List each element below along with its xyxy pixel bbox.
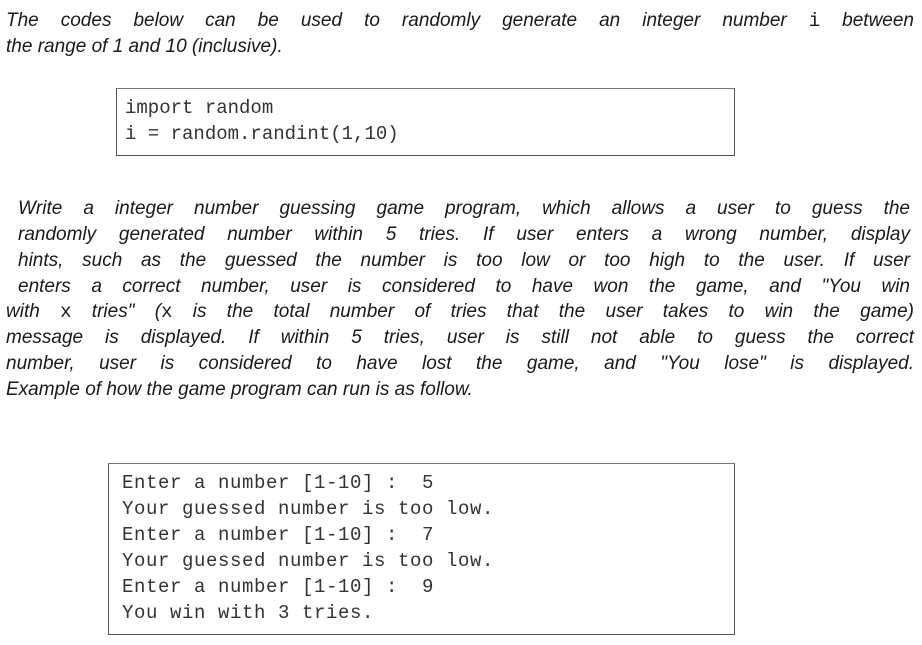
variable-x-second: x: [161, 301, 173, 323]
sample-run-box: [108, 463, 735, 635]
sample-run-line: Enter a number [1-10] : 9: [122, 576, 435, 598]
task-paragraph: [18, 196, 910, 300]
continuation-line: Example of how the game program can run is as follow.: [6, 379, 473, 400]
continuation-text-after-var: is the total number of tries that the user takes to win the game): [172, 301, 914, 322]
sample-run-line: You win with 3 tries.: [122, 602, 375, 624]
intro-paragraph: [6, 8, 914, 60]
intro-text-before-var: The codes below can be used to randomly generate an integer number: [6, 10, 809, 31]
intro-line-2: the range of 1 and 10 (inclusive).: [6, 36, 283, 57]
sample-run-line: Enter a number [1-10] : 5: [122, 472, 435, 494]
intro-text-after-var: between: [820, 10, 914, 31]
task-line: hints, such as the guessed the number is too low or too high to the user. If user: [18, 250, 910, 271]
continuation-line: message is displayed. If within 5 tries, user is still not able to guess the correct: [6, 327, 914, 348]
code-line: i = random.randint(1,10): [125, 123, 399, 145]
continuation-line-1: [6, 299, 914, 325]
variable-i: i: [808, 10, 821, 32]
variable-x: x: [60, 301, 72, 323]
task-line: enters a correct number, user is considered to have won the game, and "You win: [18, 276, 910, 297]
code-snippet-box: [116, 88, 735, 156]
continuation-line: number, user is considered to have lost the game, and "You lose" is displayed.: [6, 353, 914, 374]
continuation-text-middle: tries" (: [71, 301, 162, 322]
code-line: import random: [125, 97, 274, 119]
intro-line-1: [6, 8, 914, 34]
task-line: Write a integer number guessing game program, which allows a user to guess the: [18, 198, 910, 219]
continuation-text-before-var: with: [6, 301, 61, 322]
sample-run-line: Enter a number [1-10] : 7: [122, 524, 435, 546]
sample-run-line: Your guessed number is too low.: [122, 550, 495, 572]
task-continuation-paragraph: [6, 299, 914, 403]
sample-run-line: Your guessed number is too low.: [122, 498, 495, 520]
task-line: randomly generated number within 5 tries. If user enters a wrong number, display: [18, 224, 910, 245]
